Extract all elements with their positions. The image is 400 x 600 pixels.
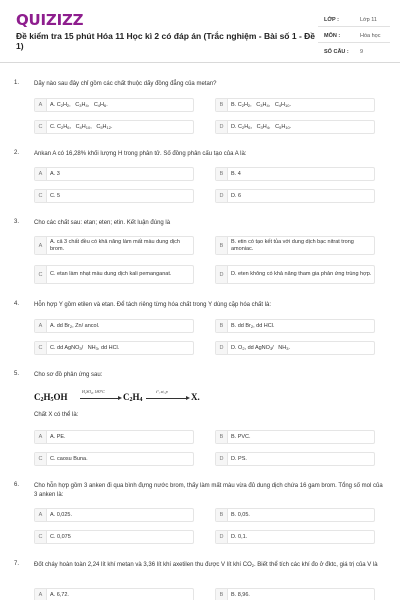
- q3-option-b[interactable]: [215, 236, 375, 255]
- q1-option-a[interactable]: [34, 98, 194, 112]
- option-text: B. dd Br 2 , dd HCl.: [231, 322, 275, 329]
- question-number: 1.: [14, 80, 20, 86]
- question-stem: Dãy nào sau đây chỉ gồm các chất thuộc dãy đồng đẳng của metan?: [34, 81, 217, 87]
- q4-option-c[interactable]: [34, 341, 194, 355]
- option-letter: B: [216, 237, 228, 254]
- option-letter: B: [216, 509, 228, 521]
- question-stem: Đốt cháy hoàn toàn 2,24 lít khí metan và 3,36 lít khí axetilen thu được V lít khí $CO_2$. Biết thể tích các khí đo ở đktc, giá trị của V là: [34, 562, 378, 568]
- reaction-scheme: [34, 390, 234, 404]
- q5-option-d[interactable]: [215, 452, 375, 466]
- question-number: 5.: [14, 371, 20, 377]
- option-text: A. PE.: [50, 433, 66, 440]
- question-number: 7.: [14, 561, 20, 567]
- q4-option-a[interactable]: [34, 319, 194, 333]
- option-letter: D: [216, 190, 228, 202]
- question-number: 2.: [14, 150, 20, 156]
- meta-class-label: LỚP :: [324, 17, 339, 23]
- page-header: [0, 0, 400, 63]
- question-number: 6.: [14, 482, 20, 488]
- question-stem: Chất X có thể là:: [34, 412, 79, 418]
- document-title: Đề kiểm tra 15 phút Hóa 11 Học kì 2 có đáp án (Trắc nghiệm - Bài số 1 - Đề 1): [16, 31, 316, 51]
- option-text: B. C 2 H 2 , C 3 H 4 , C 4 H 10 .: [231, 101, 291, 108]
- q1-option-b[interactable]: [215, 98, 375, 112]
- option-text: A. cả 3 chất đều có khả năng làm mất màu dung dịch brom.: [50, 238, 180, 252]
- option-letter: A: [35, 99, 47, 111]
- meta-count-label: SỐ CÂU :: [324, 49, 349, 55]
- q4-option-d[interactable]: [215, 341, 375, 355]
- option-text: D. O 2 , dd AgNO 3 / NH 3 .: [231, 344, 290, 351]
- option-text: D. 0,1.: [231, 533, 248, 540]
- option-letter: B: [216, 589, 228, 600]
- q2-option-b[interactable]: [215, 167, 375, 181]
- option-letter: A: [35, 168, 47, 180]
- q5-option-a[interactable]: [34, 430, 194, 444]
- meta-subject-value: Hóa học: [360, 33, 381, 39]
- option-text: C. caosu Buna.: [50, 455, 88, 462]
- option-letter: A: [35, 431, 47, 443]
- product-formula: X.: [191, 392, 200, 402]
- question-stem: Cho các chất sau: etan; eten; etin. Kết luận đúng là: [34, 220, 171, 226]
- meta-count-value: 9: [360, 49, 364, 55]
- option-text: D. C 2 H 6 , C 3 H 4 , C 5 H 10 .: [231, 123, 292, 130]
- arrow-1-head: [118, 396, 122, 400]
- meta-subject-label: MÔN :: [324, 33, 341, 39]
- option-text: A. 0,025.: [50, 511, 73, 518]
- option-letter: C: [35, 121, 47, 133]
- q7-option-b[interactable]: [215, 588, 375, 600]
- option-letter: C: [35, 190, 47, 202]
- condition-1: H₂SO₄, 180°C: [82, 389, 105, 394]
- q3-option-d[interactable]: [215, 265, 375, 284]
- option-text: C. C 2 H 6 , C 4 H 10 , C 5 H 12 .: [50, 123, 113, 130]
- option-letter: B: [216, 99, 228, 111]
- option-text: A. 3: [50, 170, 60, 177]
- question-stem: Cho sơ đồ phản ứng sau:: [34, 372, 103, 378]
- question-stem: Cho hỗn hợp gồm 3 anken đi qua bình đựng nước brom, thấy làm mất màu vừa đủ dung dịch chứa 16 gam brom. Tổng số mol của 3 anken là:: [34, 483, 383, 498]
- q2-option-a[interactable]: [34, 167, 194, 181]
- option-letter: D: [216, 266, 228, 283]
- option-text: B. 4: [231, 170, 241, 177]
- option-text: D. PS.: [231, 455, 247, 462]
- option-letter: B: [216, 431, 228, 443]
- option-letter: C: [35, 453, 47, 465]
- q3-option-a[interactable]: [34, 236, 194, 255]
- meta-class-value: Lớp 11: [360, 17, 377, 23]
- option-letter: A: [35, 237, 47, 254]
- q6-option-d[interactable]: [215, 530, 375, 544]
- option-letter: D: [216, 121, 228, 133]
- option-letter: D: [216, 342, 228, 354]
- option-text: B. PVC.: [231, 433, 251, 440]
- option-text: C. etan làm nhạt màu dung dịch kali pemanganat.: [50, 271, 172, 277]
- meta-subject-row: [318, 27, 390, 43]
- q6-option-b[interactable]: [215, 508, 375, 522]
- quizizz-logo: QUIZIZZ: [16, 11, 84, 29]
- option-letter: D: [216, 453, 228, 465]
- option-text: A. 6,72.: [50, 591, 69, 598]
- option-text: D. eten không có khả năng tham gia phản ứng trùng hợp.: [231, 271, 372, 277]
- q5-option-b[interactable]: [215, 430, 375, 444]
- option-text: B. 8,96.: [231, 591, 250, 598]
- option-letter: D: [216, 531, 228, 543]
- q4-option-b[interactable]: [215, 319, 375, 333]
- option-text: C. 5: [50, 192, 61, 199]
- meta-class-row: [318, 11, 390, 27]
- option-text: A. C 2 H 2 , C 3 H 4 , C 4 H 6 .: [50, 101, 108, 108]
- middle-formula: $C_2H_4$: [123, 392, 143, 403]
- q1-option-d[interactable]: [215, 120, 375, 134]
- question-number: 4.: [14, 301, 20, 307]
- option-letter: C: [35, 531, 47, 543]
- reactant-formula: $C_2H_5OH$: [34, 392, 68, 403]
- q1-option-c[interactable]: [34, 120, 194, 134]
- option-letter: A: [35, 509, 47, 521]
- arrow-2: [146, 398, 186, 399]
- q3-option-c[interactable]: [34, 265, 194, 284]
- option-letter: B: [216, 320, 228, 332]
- option-letter: C: [35, 342, 47, 354]
- option-letter: B: [216, 168, 228, 180]
- meta-count-row: [318, 43, 390, 59]
- condition-2: t°, xt, p: [156, 389, 168, 394]
- option-text: A. dd Br 2 , Zn/ ancol.: [50, 322, 100, 329]
- q5-option-c[interactable]: [34, 452, 194, 466]
- question-stem: Ankan A có 16,28% khối lượng H trong phân tử. Số đồng phân cấu tạo của A là:: [34, 151, 247, 157]
- q2-option-c[interactable]: [34, 189, 194, 203]
- q6-option-a[interactable]: [34, 508, 194, 522]
- option-text: B. 0,05.: [231, 511, 250, 518]
- arrow-2-head: [186, 396, 190, 400]
- option-text: B. etin có tạo kết tủa với dung dịch bạc nitrat trong amoniac.: [231, 238, 354, 252]
- q7-option-a[interactable]: [34, 588, 194, 600]
- option-letter: A: [35, 589, 47, 600]
- question-number: 3.: [14, 219, 20, 225]
- q6-option-c[interactable]: [34, 530, 194, 544]
- option-text: C. 0,075: [50, 533, 71, 540]
- option-text: D. 6: [231, 192, 242, 199]
- arrow-1: [80, 398, 118, 399]
- option-text: C. dd AgNO 3 / NH 3 , dd HCl.: [50, 344, 120, 351]
- option-letter: C: [35, 266, 47, 283]
- q2-option-d[interactable]: [215, 189, 375, 203]
- question-stem: Hỗn hợp Y gồm etilen và etan. Để tách riêng từng hóa chất trong Y dùng cặp hóa chất là:: [34, 302, 272, 308]
- option-letter: A: [35, 320, 47, 332]
